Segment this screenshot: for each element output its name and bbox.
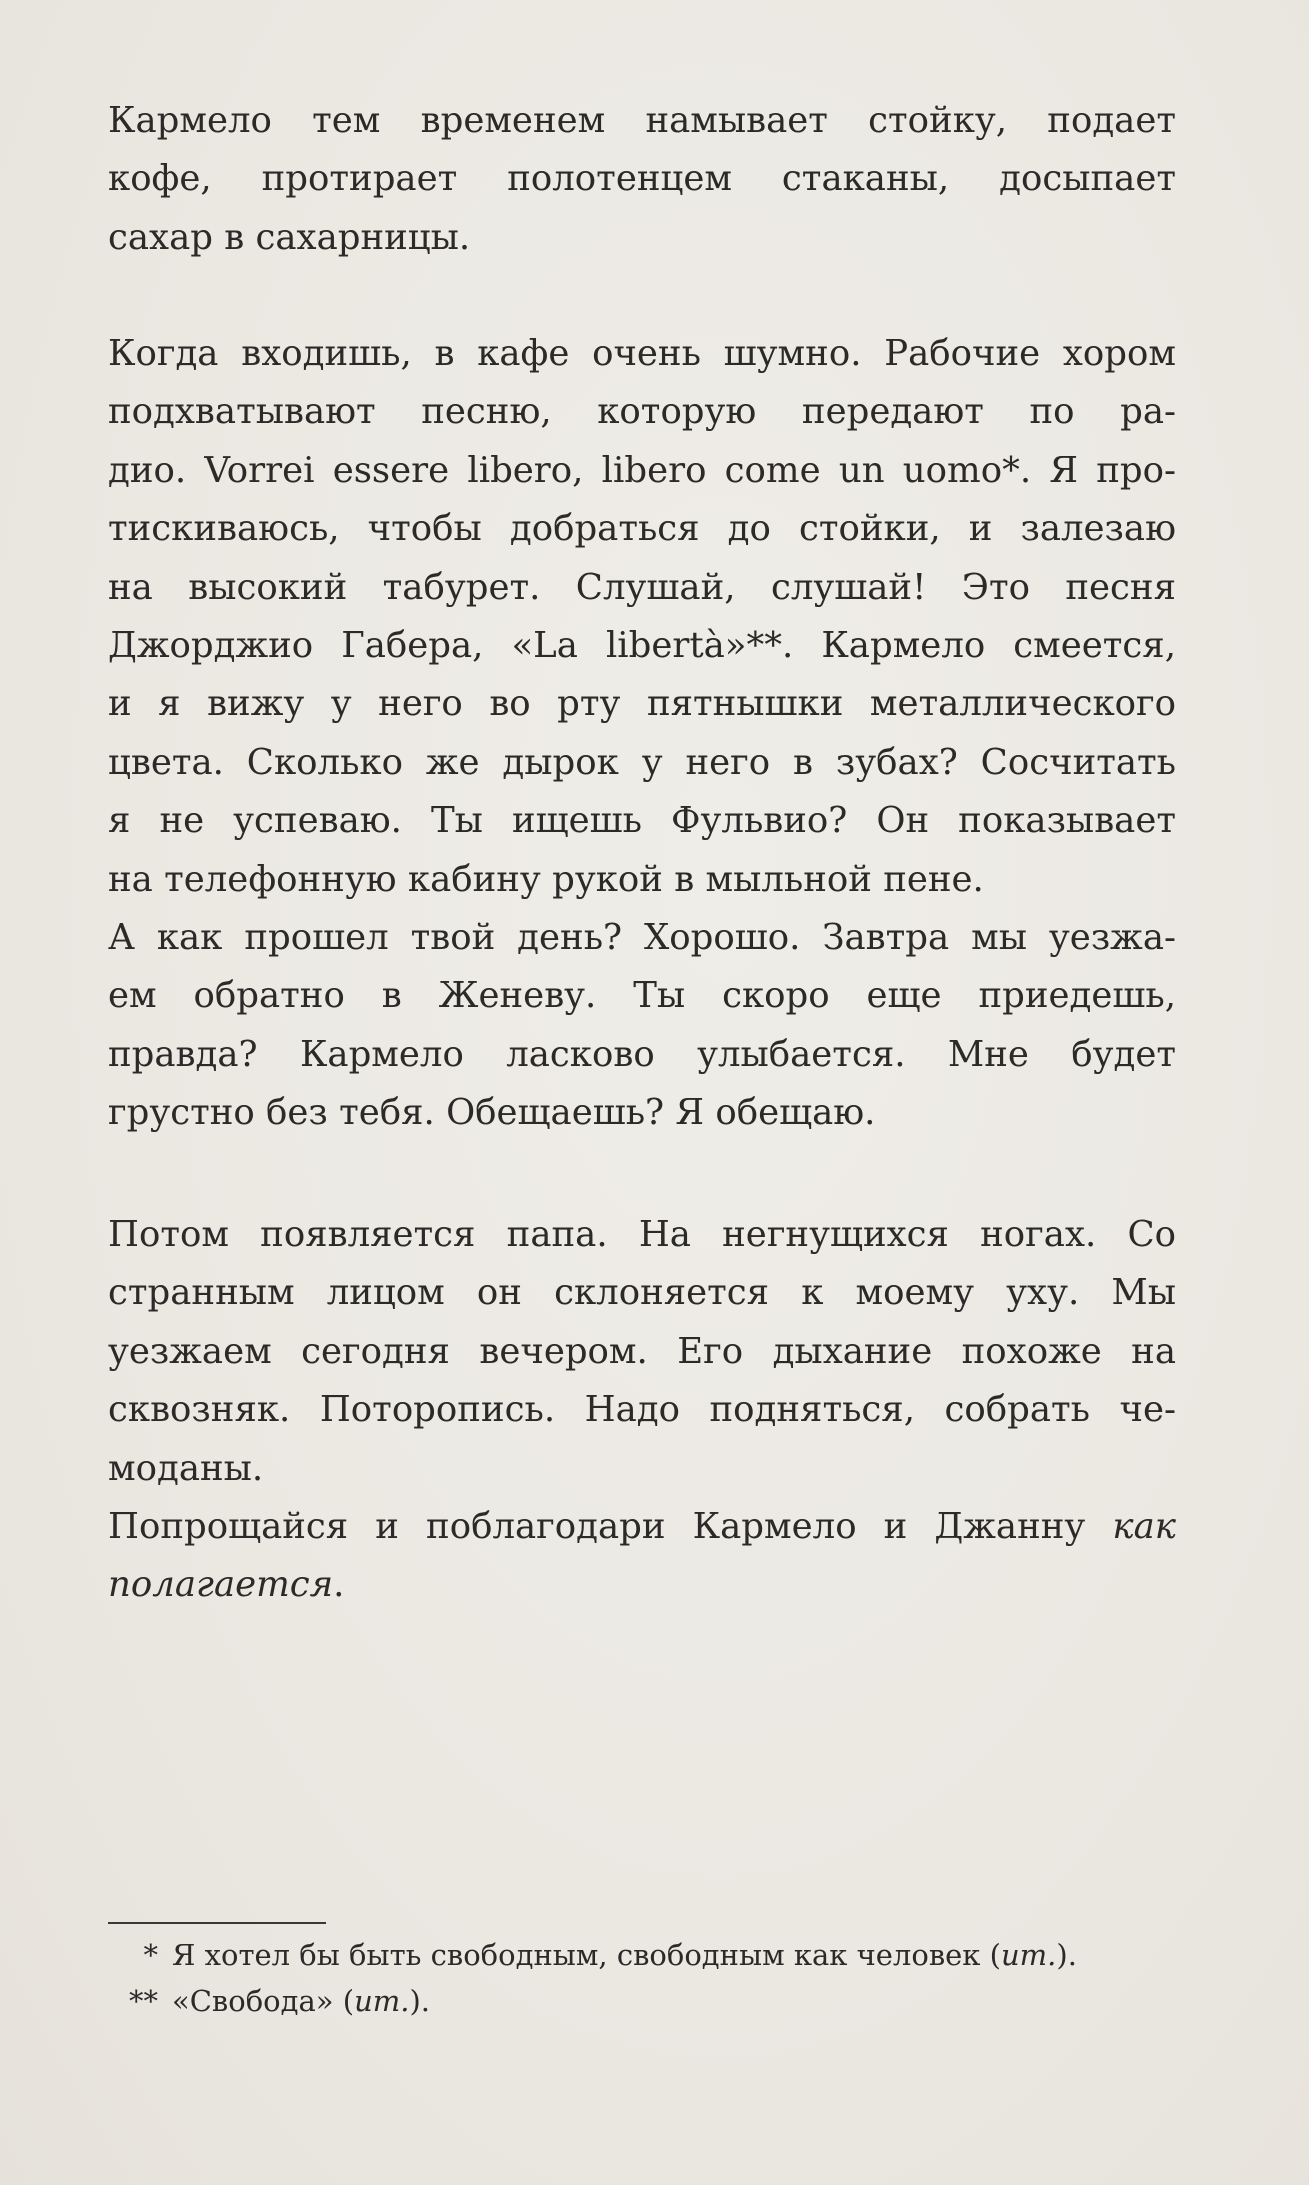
text-line: сахар в сахарницы. <box>108 216 471 258</box>
text-line: правда? Кармело ласково улыбается. Мне будет <box>108 1033 1176 1075</box>
text-line: моданы. <box>108 1447 264 1489</box>
text-line: грустно без тебя. Обещаешь? Я обещаю. <box>108 1092 876 1134</box>
footnote-mark: * <box>143 1938 158 1972</box>
text-line: я не успеваю. Ты ищешь Фульвио? Он показывает <box>108 800 1176 842</box>
text-line: Джорджио Габера, «La libertà»**. Кармело смеется, <box>108 624 1176 666</box>
paragraph-3 <box>108 1206 1176 1615</box>
text-line: ем обратно в Женеву. Ты скоро еще приедешь, <box>108 975 1176 1017</box>
text-run: . <box>333 1564 345 1606</box>
text-line: кофе, протирает полотенцем стаканы, досыпает <box>108 158 1176 200</box>
text-line: уезжаем сегодня вечером. Его дыхание похоже на <box>108 1330 1176 1372</box>
text-line: Кармело тем временем намывает стойку, подает <box>108 100 1176 141</box>
footnotes <box>108 1932 1188 2024</box>
paragraph-1 <box>108 92 1176 267</box>
footnote-text <box>172 1978 430 2024</box>
footnote-text-run: «Свобода» ( <box>172 1984 355 2018</box>
footnote-1 <box>108 1932 1188 1978</box>
footnote-text-run: Я хотел бы быть свободным, свободным как человек ( <box>172 1938 1001 1972</box>
text-line: подхватывают песню, которую передают по ра- <box>108 391 1176 433</box>
text-line: странным лицом он склоняется к моему уху. Мы <box>108 1272 1176 1314</box>
text-line: дио. Vorrei essere libero, libero come un uomo*. Я про- <box>108 449 1176 491</box>
text-line: и я вижу у него во рту пятнышки металлического <box>108 683 1176 725</box>
footnote-tail: ). <box>1056 1938 1077 1972</box>
footnote-divider <box>108 1922 326 1924</box>
footnote-tail: ). <box>409 1984 431 2018</box>
footnote-italic: ит. <box>1000 1938 1057 1972</box>
text-run: Попрощайся и поблагодари Кармело и Джанну <box>108 1505 1113 1547</box>
footnote-text <box>172 1932 1077 1978</box>
text-line: тискиваюсь, чтобы добраться до стойки, и залезаю <box>108 508 1176 550</box>
footnote-italic: ит. <box>354 1984 410 2018</box>
text-line: А как прошел твой день? Хорошо. Завтра мы уезжа- <box>108 916 1176 958</box>
italic-run: как <box>1112 1505 1176 1547</box>
text-line: на телефонную кабину рукой в мыльной пене. <box>108 858 984 900</box>
text-line: цвета. Сколько же дырок у него в зубах? Сосчитать <box>108 741 1176 783</box>
text-line: на высокий табурет. Слушай, слушай! Это песня <box>108 566 1176 608</box>
footnote-mark: ** <box>129 1984 158 2018</box>
italic-run: полагается <box>108 1564 334 1606</box>
text-line-mixed <box>108 1556 1176 1614</box>
text-line: Потом появляется папа. На негнущихся ногах. Со <box>108 1214 1176 1255</box>
paragraph-2 <box>108 325 1176 1142</box>
text-line-mixed <box>108 1498 1176 1556</box>
footnote-2 <box>108 1978 1188 2024</box>
text-line: Когда входишь, в кафе очень шумно. Рабочие хором <box>108 333 1176 374</box>
text-line: сквозняк. Поторопись. Надо подняться, собрать че- <box>108 1389 1176 1431</box>
